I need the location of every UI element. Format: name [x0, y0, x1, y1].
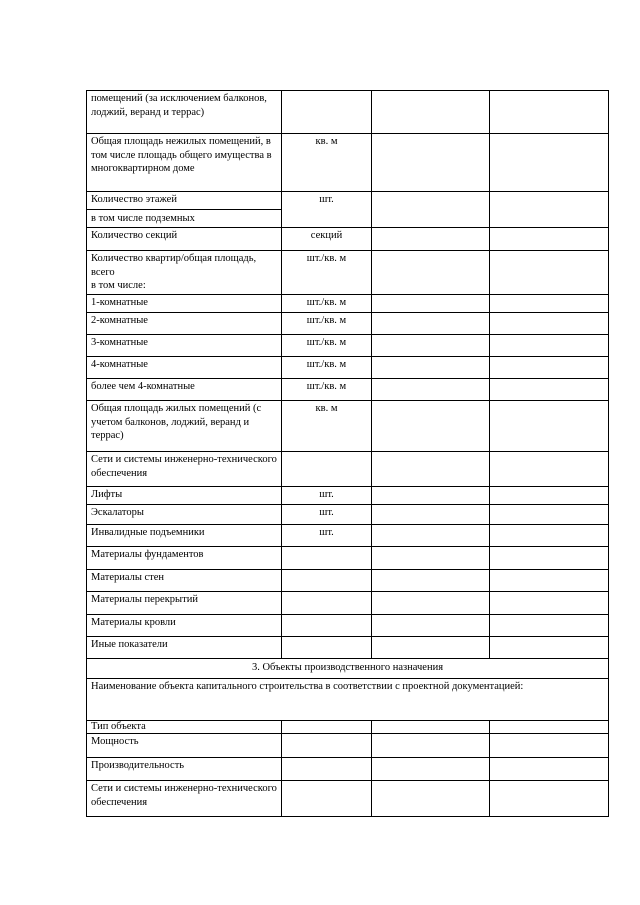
value-cell: [490, 335, 609, 357]
row-unit: [282, 758, 372, 781]
row-label: Материалы фундаментов: [87, 547, 282, 570]
row-unit: секций: [282, 228, 372, 251]
floors-label: Количество этажей: [91, 194, 177, 205]
table-row: [87, 547, 609, 570]
table-row: [87, 379, 609, 401]
row-label: Тип объекта: [87, 721, 282, 734]
value-cell: [372, 721, 490, 734]
row-unit: шт./кв. м: [282, 357, 372, 379]
value-cell: [490, 357, 609, 379]
section-header-row: [87, 659, 609, 679]
value-cell: [490, 781, 609, 817]
table-row: [87, 295, 609, 313]
value-cell: [372, 570, 490, 592]
value-cell: [490, 251, 609, 295]
row-label: 4-комнатные: [87, 357, 282, 379]
value-cell: [490, 734, 609, 758]
table-row: [87, 734, 609, 758]
table-row: [87, 401, 609, 452]
value-cell: [372, 592, 490, 615]
row-unit: шт./кв. м: [282, 335, 372, 357]
table-row: [87, 91, 609, 134]
row-unit: шт.: [282, 192, 372, 228]
row-unit: [282, 592, 372, 615]
row-label: Мощность: [87, 734, 282, 758]
row-label: Лифты: [87, 487, 282, 505]
value-cell: [372, 295, 490, 313]
value-cell: [490, 615, 609, 637]
row-unit: [282, 721, 372, 734]
value-cell: [372, 91, 490, 134]
value-cell: [490, 637, 609, 659]
value-cell: [372, 251, 490, 295]
value-cell: [490, 487, 609, 505]
table-row: [87, 313, 609, 335]
value-cell: [490, 401, 609, 452]
row-unit: [282, 734, 372, 758]
table-row: [87, 251, 609, 295]
row-unit: шт./кв. м: [282, 295, 372, 313]
row-label: Количество квартир/общая площадь, всего в том числе:: [87, 251, 282, 295]
row-unit: [282, 547, 372, 570]
table-row: [87, 357, 609, 379]
value-cell: [372, 452, 490, 487]
value-cell: [490, 547, 609, 570]
value-cell: [490, 379, 609, 401]
table-row: [87, 192, 609, 228]
value-cell: [372, 525, 490, 547]
value-cell: [372, 335, 490, 357]
table-row: [87, 525, 609, 547]
row-label: Инвалидные подъемники: [87, 525, 282, 547]
row-label: более чем 4-комнатные: [87, 379, 282, 401]
table-row: [87, 679, 609, 721]
row-unit: шт./кв. м: [282, 251, 372, 295]
row-unit: [282, 615, 372, 637]
row-unit: [282, 91, 372, 134]
value-cell: [490, 91, 609, 134]
row-unit: шт.: [282, 487, 372, 505]
value-cell: [372, 379, 490, 401]
value-cell: [490, 313, 609, 335]
value-cell: [490, 192, 609, 228]
table-row: [87, 781, 609, 817]
indicators-table: [86, 90, 609, 817]
row-unit: шт./кв. м: [282, 379, 372, 401]
value-cell: [372, 192, 490, 228]
table-row: [87, 134, 609, 192]
value-cell: [490, 570, 609, 592]
row-label: 1-комнатные: [87, 295, 282, 313]
value-cell: [490, 721, 609, 734]
row-label: 2-комнатные: [87, 313, 282, 335]
value-cell: [372, 637, 490, 659]
row-unit: [282, 637, 372, 659]
row-label: Сети и системы инженерно-технического обеспечения: [87, 452, 282, 487]
value-cell: [372, 781, 490, 817]
table-row: [87, 637, 609, 659]
value-cell: [490, 295, 609, 313]
row-unit: кв. м: [282, 401, 372, 452]
row-unit: шт./кв. м: [282, 313, 372, 335]
object-name-row: Наименование объекта капитального строительства в соответствии с проектной документацией:: [87, 679, 609, 721]
row-unit: [282, 781, 372, 817]
value-cell: [372, 134, 490, 192]
row-label: Производительность: [87, 758, 282, 781]
value-cell: [372, 313, 490, 335]
table-row: [87, 758, 609, 781]
table-row: [87, 570, 609, 592]
value-cell: [372, 401, 490, 452]
value-cell: [490, 758, 609, 781]
table-row: [87, 615, 609, 637]
table-row: [87, 487, 609, 505]
value-cell: [372, 734, 490, 758]
value-cell: [372, 547, 490, 570]
value-cell: [372, 758, 490, 781]
row-label: Материалы перекрытий: [87, 592, 282, 615]
row-label: Эскалаторы: [87, 505, 282, 525]
row-label: Общая площадь жилых помещений (с учетом балконов, лоджий, веранд и террас): [87, 401, 282, 452]
value-cell: [490, 525, 609, 547]
table-row: [87, 721, 609, 734]
value-cell: [372, 505, 490, 525]
row-unit: кв. м: [282, 134, 372, 192]
table-row: [87, 452, 609, 487]
row-unit: шт.: [282, 505, 372, 525]
row-label: 3-комнатные: [87, 335, 282, 357]
row-unit: [282, 452, 372, 487]
value-cell: [490, 134, 609, 192]
value-cell: [490, 592, 609, 615]
table-row: [87, 335, 609, 357]
value-cell: [490, 505, 609, 525]
value-cell: [372, 357, 490, 379]
value-cell: [372, 228, 490, 251]
value-cell: [490, 228, 609, 251]
floors-cell: [87, 192, 282, 228]
row-label: Материалы стен: [87, 570, 282, 592]
table-row: [87, 505, 609, 525]
table-row: [87, 228, 609, 251]
row-label: Количество секций: [87, 228, 282, 251]
row-label: Сети и системы инженерно-технического обеспечения: [87, 781, 282, 817]
row-label: Общая площадь нежилых помещений, в том числе площадь общего имущества в многоквартирном доме: [87, 134, 282, 192]
row-unit: [282, 570, 372, 592]
row-label: помещений (за исключением балконов, лоджий, веранд и террас): [87, 91, 282, 134]
row-label: Материалы кровли: [87, 615, 282, 637]
row-unit: шт.: [282, 525, 372, 547]
row-label: Иные показатели: [87, 637, 282, 659]
section-title: 3. Объекты производственного назначения: [87, 659, 609, 679]
floors-sub-label: в том числе подземных: [87, 209, 281, 226]
value-cell: [490, 452, 609, 487]
value-cell: [372, 487, 490, 505]
table-row: [87, 592, 609, 615]
value-cell: [372, 615, 490, 637]
